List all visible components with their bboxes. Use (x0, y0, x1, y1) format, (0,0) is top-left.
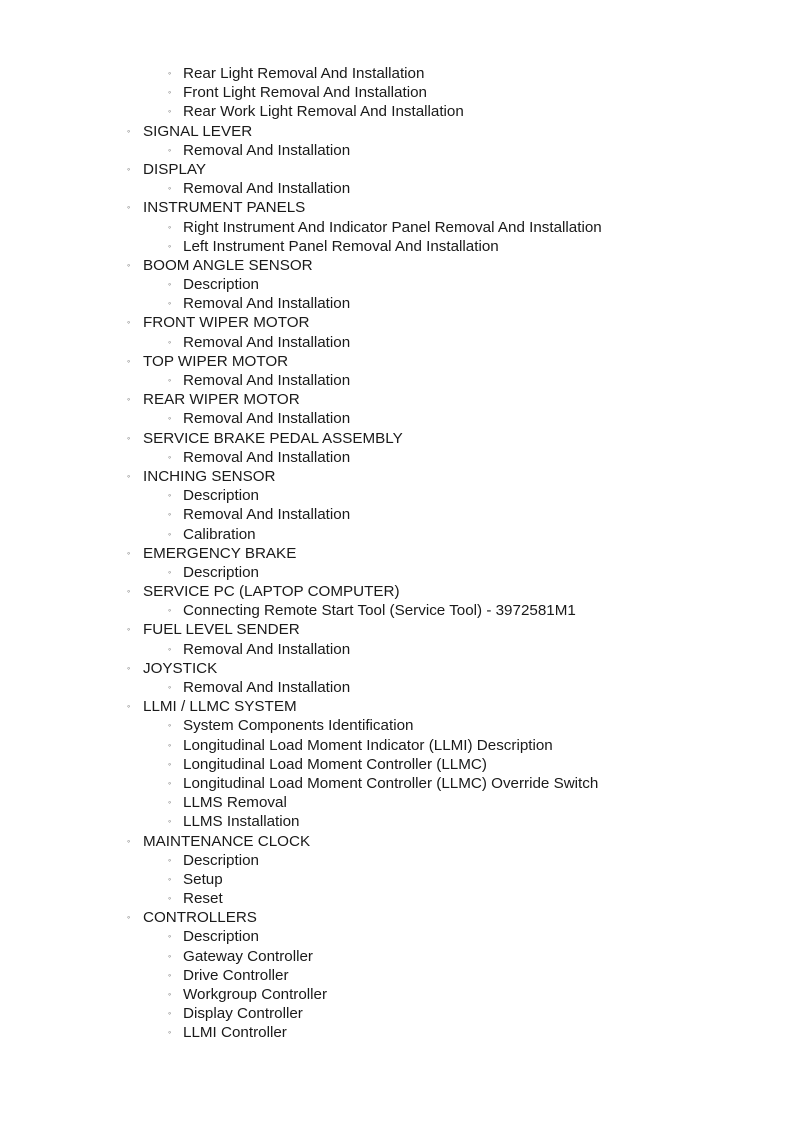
section-heading-label: INSTRUMENT PANELS (143, 199, 306, 217)
subsection-item (0, 505, 794, 524)
bullet-icon: ◦ (168, 950, 172, 961)
bullet-icon: ◦ (127, 125, 131, 136)
section-heading (0, 198, 794, 217)
subsection-item (0, 1004, 794, 1023)
subsection-item (0, 947, 794, 966)
subsection-item-label: Removal And Installation (183, 141, 351, 159)
subsection-item-label: Removal And Installation (183, 679, 351, 696)
subsection-item (0, 870, 794, 889)
subsection-item (0, 889, 794, 908)
bullet-icon: ◦ (168, 1008, 172, 1019)
subsection-item (0, 736, 794, 755)
subsection-item-label: Gateway Controller (183, 947, 313, 965)
bullet-icon: ◦ (168, 758, 172, 769)
section-heading (0, 429, 794, 448)
bullet-icon: ◦ (168, 144, 172, 155)
bullet-icon: ◦ (168, 931, 172, 942)
bullet-icon: ◦ (168, 873, 172, 884)
subsection-item (0, 448, 794, 467)
section-heading (0, 582, 794, 601)
subsection-item-label: Removal And Installation (183, 180, 351, 198)
subsection-item (0, 179, 794, 198)
subsection-item (0, 601, 794, 620)
subsection-item (0, 237, 794, 256)
bullet-icon: ◦ (127, 259, 131, 270)
bullet-icon: ◦ (127, 586, 131, 597)
section-heading (0, 908, 794, 927)
section-heading-label: SERVICE PC (LAPTOP COMPUTER) (143, 583, 400, 601)
bullet-icon: ◦ (168, 969, 172, 980)
bullet-icon: ◦ (168, 298, 172, 309)
table-of-contents (0, 64, 794, 1043)
subsection-item-label: Drive Controller (183, 966, 289, 984)
subsection-item-label: Description (183, 563, 259, 581)
subsection-item (0, 851, 794, 870)
bullet-icon: ◦ (127, 624, 131, 635)
section-heading (0, 832, 794, 851)
subsection-item (0, 927, 794, 946)
subsection-item-label: Description (183, 276, 259, 294)
section-heading-label: EMERGENCY BRAKE (143, 544, 297, 562)
subsection-item-label: System Components Identification (183, 717, 414, 735)
section-heading-label: SIGNAL LEVER (143, 122, 253, 140)
bullet-icon: ◦ (127, 701, 131, 712)
subsection-item-label: Description (183, 851, 259, 869)
subsection-item-label: Reset (183, 890, 223, 908)
bullet-icon: ◦ (127, 432, 131, 443)
subsection-item-label: Left Instrument Panel Removal And Installation (183, 237, 499, 255)
bullet-icon: ◦ (168, 682, 172, 692)
bullet-icon: ◦ (168, 221, 172, 232)
section-heading-label: DISPLAY (143, 160, 207, 178)
section-heading (0, 620, 794, 639)
subsection-item-label: Removal And Installation (183, 333, 351, 351)
bullet-icon: ◦ (127, 163, 131, 174)
bullet-icon: ◦ (127, 547, 131, 558)
bullet-icon: ◦ (168, 451, 172, 462)
subsection-item (0, 716, 794, 735)
subsection-item-label: Removal And Installation (183, 506, 351, 524)
bullet-icon: ◦ (168, 87, 172, 98)
subsection-item-label: Removal And Installation (183, 295, 351, 313)
bullet-icon: ◦ (127, 317, 131, 328)
bullet-icon: ◦ (168, 528, 172, 539)
subsection-item-label: Removal And Installation (183, 640, 351, 658)
subsection-item-label: LLMS Installation (183, 813, 300, 831)
section-heading (0, 467, 794, 486)
subsection-item-label: Removal And Installation (183, 410, 351, 428)
bullet-icon: ◦ (168, 989, 172, 999)
bullet-icon: ◦ (168, 490, 172, 501)
bullet-icon: ◦ (168, 605, 172, 616)
bullet-icon: ◦ (168, 240, 172, 251)
section-heading (0, 160, 794, 179)
subsection-item (0, 525, 794, 544)
bullet-icon: ◦ (168, 643, 172, 654)
subsection-item-label: Setup (183, 870, 223, 888)
subsection-item-label: Rear Work Light Removal And Installation (183, 103, 464, 121)
section-heading-label: BOOM ANGLE SENSOR (143, 256, 313, 274)
subsection-item (0, 678, 794, 697)
bullet-icon: ◦ (168, 106, 172, 117)
subsection-item-label: Longitudinal Load Moment Controller (LLMC) Override Switch (183, 774, 599, 792)
subsection-item (0, 102, 794, 121)
subsection-item (0, 275, 794, 294)
subsection-item (0, 755, 794, 774)
subsection-item-label: Front Light Removal And Installation (183, 84, 427, 102)
subsection-item (0, 218, 794, 237)
section-heading-label: CONTROLLERS (143, 909, 257, 927)
bullet-icon: ◦ (127, 470, 131, 481)
section-heading (0, 122, 794, 141)
subsection-item (0, 64, 794, 83)
subsection-item (0, 1023, 794, 1042)
section-heading-label: FRONT WIPER MOTOR (143, 314, 310, 332)
subsection-item (0, 83, 794, 102)
subsection-item (0, 294, 794, 313)
section-heading-label: INCHING SENSOR (143, 467, 276, 485)
subsection-item-label: Connecting Remote Start Tool (Service Tool) - 3972581M1 (183, 602, 576, 620)
bullet-icon: ◦ (168, 566, 172, 577)
bullet-icon: ◦ (168, 893, 172, 904)
section-heading (0, 256, 794, 275)
subsection-item-label: Display Controller (183, 1005, 303, 1023)
bullet-icon: ◦ (168, 854, 172, 865)
subsection-item (0, 563, 794, 582)
subsection-item-label: Right Instrument And Indicator Panel Removal And Installation (183, 218, 602, 236)
subsection-item (0, 985, 794, 1004)
subsection-item-label: Description (183, 928, 259, 946)
bullet-icon: ◦ (168, 720, 172, 731)
section-heading (0, 659, 794, 678)
subsection-item-label: Rear Light Removal And Installation (183, 65, 425, 82)
section-heading-label: LLMI / LLMC SYSTEM (143, 698, 297, 716)
subsection-item (0, 774, 794, 793)
bullet-icon: ◦ (168, 777, 172, 788)
bullet-icon: ◦ (168, 336, 172, 347)
bullet-icon: ◦ (168, 816, 172, 827)
subsection-item (0, 640, 794, 659)
bullet-icon: ◦ (168, 1027, 172, 1038)
bullet-icon: ◦ (168, 797, 172, 808)
section-heading-label: MAINTENANCE CLOCK (143, 832, 311, 850)
section-heading-label: FUEL LEVEL SENDER (143, 621, 300, 639)
bullet-icon: ◦ (127, 912, 131, 923)
subsection-item (0, 793, 794, 812)
subsection-item-label: LLMI Controller (183, 1024, 287, 1042)
section-heading (0, 697, 794, 716)
subsection-item (0, 333, 794, 352)
section-heading (0, 390, 794, 409)
subsection-item (0, 141, 794, 160)
subsection-item (0, 812, 794, 831)
bullet-icon: ◦ (127, 355, 131, 366)
bullet-icon: ◦ (127, 835, 131, 846)
bullet-icon: ◦ (127, 394, 131, 405)
bullet-icon: ◦ (168, 739, 172, 750)
subsection-item-label: Description (183, 487, 259, 505)
subsection-item (0, 409, 794, 428)
subsection-item-label: Longitudinal Load Moment Indicator (LLMI) Description (183, 736, 553, 754)
section-heading (0, 544, 794, 563)
section-heading (0, 313, 794, 332)
subsection-item-label: Removal And Installation (183, 448, 351, 466)
subsection-item (0, 966, 794, 985)
subsection-item-label: Workgroup Controller (183, 986, 328, 1003)
subsection-item-label: Calibration (183, 525, 256, 543)
bullet-icon: ◦ (168, 68, 172, 78)
subsection-item-label: Removal And Installation (183, 372, 351, 389)
section-heading-label: REAR WIPER MOTOR (143, 391, 300, 409)
section-heading (0, 352, 794, 371)
bullet-icon: ◦ (168, 375, 172, 385)
subsection-item (0, 371, 794, 390)
bullet-icon: ◦ (127, 202, 131, 213)
bullet-icon: ◦ (168, 279, 172, 290)
subsection-item-label: LLMS Removal (183, 794, 287, 812)
bullet-icon: ◦ (127, 662, 131, 673)
bullet-icon: ◦ (168, 183, 172, 194)
section-heading-label: JOYSTICK (143, 659, 218, 677)
subsection-item (0, 486, 794, 505)
section-heading-label: SERVICE BRAKE PEDAL ASSEMBLY (143, 429, 403, 447)
subsection-item-label: Longitudinal Load Moment Controller (LLMC) (183, 755, 487, 773)
bullet-icon: ◦ (168, 413, 172, 424)
section-heading-label: TOP WIPER MOTOR (143, 352, 289, 370)
bullet-icon: ◦ (168, 509, 172, 520)
